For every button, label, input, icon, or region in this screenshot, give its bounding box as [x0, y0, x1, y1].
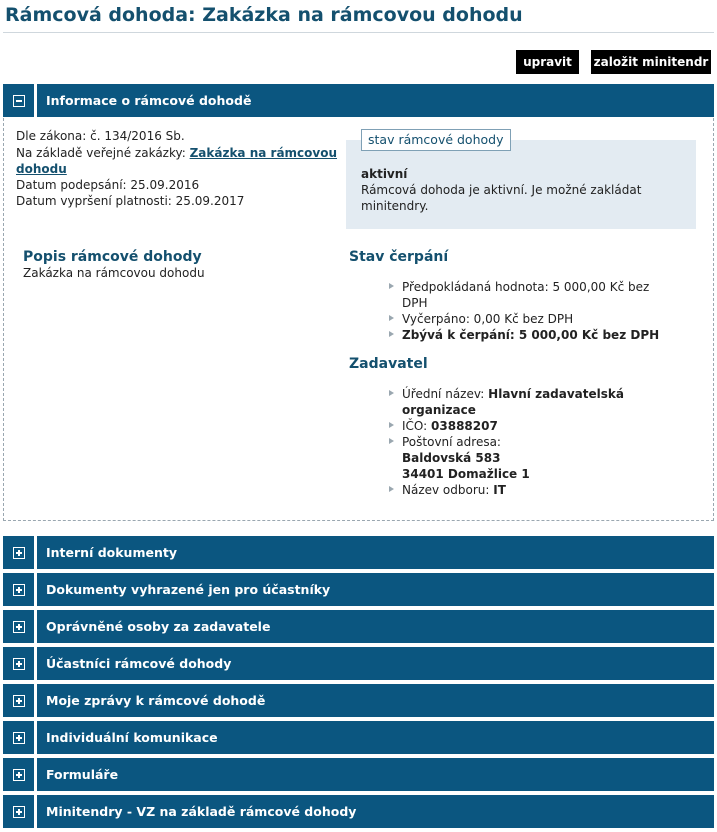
expand-toggle[interactable] [3, 758, 34, 791]
department-value: IT [493, 483, 506, 497]
page-title: Rámcová dohoda: Zakázka na rámcovou dohodu [5, 4, 523, 26]
plus-square-icon [13, 584, 25, 596]
remaining-value: Zbývá k čerpání: 5 000,00 Kč bez DPH [402, 328, 660, 342]
drawdown-heading: Stav čerpání [349, 249, 449, 265]
title-divider [3, 32, 714, 33]
plus-square-icon [13, 806, 25, 818]
status-tab[interactable]: stav rámcové dohody [361, 129, 511, 151]
expand-toggle[interactable] [3, 573, 34, 606]
triangle-bullet-icon [388, 486, 395, 493]
edit-button[interactable]: upravit [516, 50, 579, 74]
status-description: Rámcová dohoda je aktivní. Je možné zakládat [361, 183, 642, 197]
toggle-separator [34, 573, 37, 606]
info-section-header[interactable] [3, 84, 714, 117]
triangle-bullet-icon [388, 390, 395, 397]
section-label: Účastníci rámcové dohody [46, 656, 232, 671]
ico-row [402, 418, 498, 434]
department-label: Název odboru: [402, 483, 490, 497]
toggle-separator [34, 84, 37, 117]
triangle-bullet-icon [388, 422, 395, 429]
expand-toggle[interactable] [3, 647, 34, 680]
section-authorized-persons[interactable] [3, 610, 714, 643]
section-label: Minitendry - VZ na základě rámcové dohody [46, 804, 357, 819]
tender-row [16, 145, 337, 161]
section-individual-communication[interactable] [3, 721, 714, 754]
ico-label: IČO: [402, 419, 428, 433]
description-heading: Popis rámcové dohody [23, 249, 202, 265]
plus-square-icon [13, 769, 25, 781]
minus-square-icon [13, 95, 25, 107]
create-minitender-button[interactable]: založit minitendr [591, 50, 711, 74]
address-label: Poštovní adresa: [402, 435, 501, 449]
info-section-title: Informace o rámcové dohodě [46, 93, 252, 108]
signed-row [16, 177, 199, 193]
section-label: Dokumenty vyhrazené jen pro účastníky [46, 582, 331, 597]
official-name-continued: organizace [402, 403, 476, 417]
official-name-value: Hlavní zadavatelská [488, 387, 624, 401]
law-row [16, 128, 185, 144]
collapse-toggle[interactable] [3, 84, 34, 117]
section-minitenders[interactable] [3, 795, 714, 828]
section-label: Oprávněné osoby za zadavatele [46, 619, 271, 634]
ico-value: 03888207 [431, 419, 498, 433]
toggle-separator [34, 536, 37, 569]
section-participant-documents[interactable] [3, 573, 714, 606]
tender-link-continued[interactable]: dohodu [16, 162, 67, 176]
authority-heading: Zadavatel [349, 356, 428, 372]
section-internal-documents[interactable] [3, 536, 714, 569]
toggle-separator [34, 647, 37, 680]
expand-toggle[interactable] [3, 795, 34, 828]
expected-value: Předpokládaná hodnota: 5 000,00 Kč bez [402, 280, 650, 294]
expiry-row [16, 193, 244, 209]
law-value: č. 134/2016 Sb. [90, 129, 185, 143]
section-my-messages[interactable] [3, 684, 714, 717]
section-label: Moje zprávy k rámcové dohodě [46, 693, 266, 708]
plus-square-icon [13, 658, 25, 670]
signed-value: 25.09.2016 [130, 178, 200, 192]
address-line-1: Baldovská 583 [402, 451, 501, 465]
tender-link[interactable]: Zakázka na rámcovou [189, 146, 338, 160]
toggle-separator [34, 721, 37, 754]
triangle-bullet-icon [388, 283, 395, 290]
official-name-label: Úřední název: [402, 387, 485, 401]
expand-toggle[interactable] [3, 684, 34, 717]
used-value: Vyčerpáno: 0,00 Kč bez DPH [402, 312, 574, 326]
expand-toggle[interactable] [3, 721, 34, 754]
plus-square-icon [13, 547, 25, 559]
toggle-separator [34, 610, 37, 643]
plus-square-icon [13, 621, 25, 633]
plus-square-icon [13, 732, 25, 744]
triangle-bullet-icon [388, 331, 395, 338]
toggle-separator [34, 684, 37, 717]
expected-value-continued: DPH [402, 296, 428, 310]
description-text: Zakázka na rámcovou dohodu [23, 266, 205, 280]
triangle-bullet-icon [388, 438, 395, 445]
plus-square-icon [13, 695, 25, 707]
section-label: Interní dokumenty [46, 545, 177, 560]
department-row [402, 482, 506, 498]
section-label: Formuláře [46, 767, 119, 782]
expand-toggle[interactable] [3, 610, 34, 643]
toggle-separator [34, 758, 37, 791]
expiry-label: Datum vypršení platnosti: [16, 194, 172, 208]
expand-toggle[interactable] [3, 536, 34, 569]
address-line-2: 34401 Domažlice 1 [402, 467, 530, 481]
section-forms[interactable] [3, 758, 714, 791]
law-label: Dle zákona: [16, 129, 87, 143]
tender-label: Na základě veřejné zakázky: [16, 146, 186, 160]
toggle-separator [34, 795, 37, 828]
status-description-continued: minitendry. [361, 199, 429, 213]
triangle-bullet-icon [388, 315, 395, 322]
expiry-value: 25.09.2017 [175, 194, 245, 208]
section-participants[interactable] [3, 647, 714, 680]
section-label: Individuální komunikace [46, 730, 218, 745]
status-state: aktivní [361, 167, 408, 181]
official-name-row [402, 386, 624, 402]
signed-label: Datum podepsání: [16, 178, 127, 192]
